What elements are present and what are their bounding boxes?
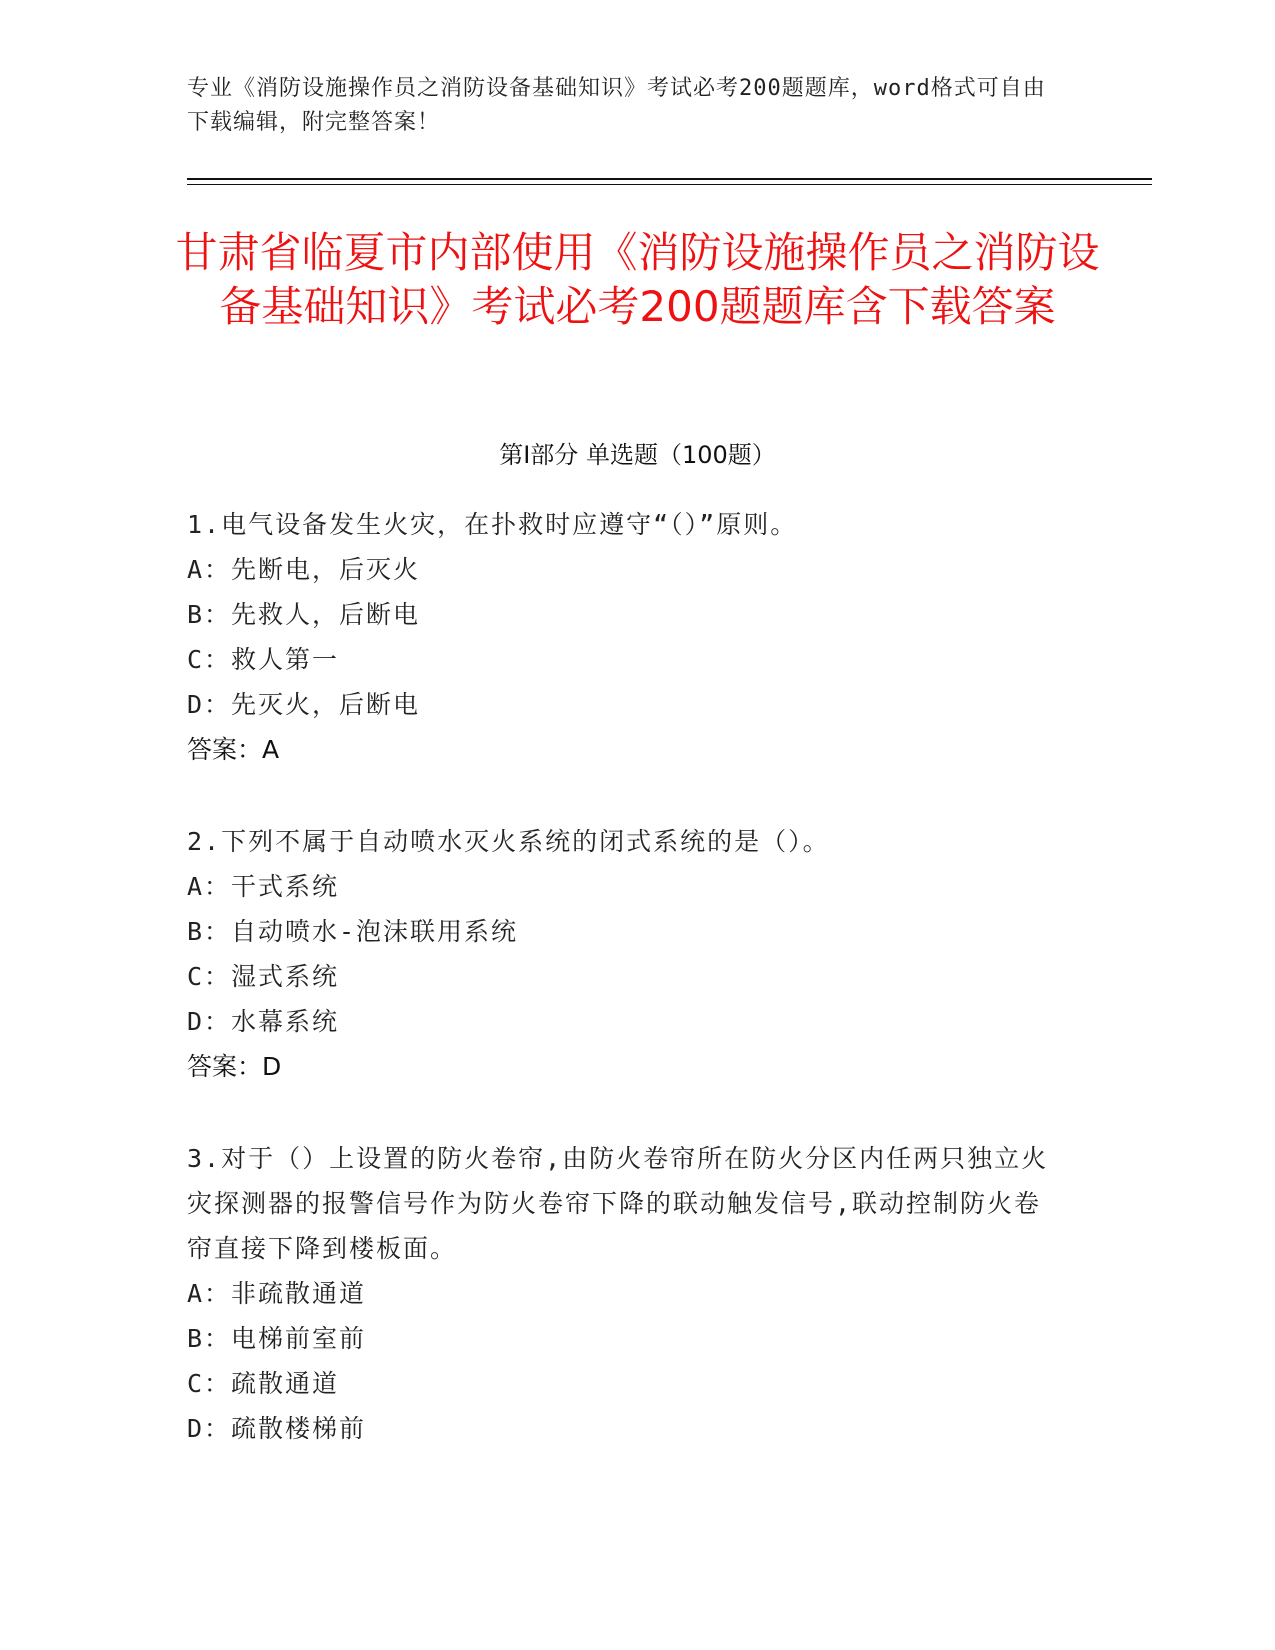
question-option-c [187,637,1067,682]
option-key: A： [187,1279,232,1308]
option-key: C： [187,1369,232,1398]
question-option-c [187,954,1067,999]
question-option-d [187,999,1067,1044]
option-key: A： [187,555,232,584]
question-item [187,819,1067,1089]
option-key: C： [187,645,232,674]
document-title: 甘肃省临夏市内部使用《消防设施操作员之消防设备基础知识》考试必考200题题库含下载答案 [175,228,1100,331]
option-text: 先断电，后灭火 [231,555,421,584]
option-key: D： [187,1414,232,1443]
question-option-a [187,864,1067,909]
option-text: 救人第一 [231,645,340,674]
option-text: 疏散楼梯前 [231,1414,367,1443]
question-answer: 答案：D [187,1052,282,1081]
option-key: B： [187,917,232,946]
question-option-b [187,1316,1067,1361]
header-divider-thin [187,184,1152,185]
option-text: 非疏散通道 [231,1279,367,1308]
question-option-b [187,909,1067,954]
section-title: 第I部分 单选题（100题） [499,441,776,469]
question-item [187,1136,1067,1451]
option-text: 先救人，后断电 [231,600,421,629]
question-option-c [187,1361,1067,1406]
option-text: 自动喷水-泡沫联用系统 [231,917,519,946]
question-option-d [187,1406,1067,1451]
option-text: 电梯前室前 [231,1324,367,1353]
option-key: A： [187,872,232,901]
option-text: 干式系统 [231,872,340,901]
option-text: 水幕系统 [231,1007,340,1036]
option-key: C： [187,962,232,991]
option-key: D： [187,1007,232,1036]
option-text: 先灭火，后断电 [231,690,421,719]
question-stem: 2.下列不属于自动喷水灭火系统的闭式系统的是（）。 [187,827,830,856]
option-key: B： [187,1324,232,1353]
question-stem: 3.对于（）上设置的防火卷帘,由防火卷帘所在防火分区内任两只独立火灾探测器的报警信号作为防火卷帘下降的联动触发信号,联动控制防火卷帘直接下降到楼板面。 [187,1144,1049,1263]
option-text: 疏散通道 [231,1369,340,1398]
question-option-d [187,682,1067,727]
option-key: B： [187,600,232,629]
question-option-a [187,547,1067,592]
header-divider-thick [187,178,1152,180]
question-option-a [187,1271,1067,1316]
option-key: D： [187,690,232,719]
question-answer: 答案：A [187,735,280,764]
option-text: 湿式系统 [231,962,340,991]
question-option-b [187,592,1067,637]
question-item [187,502,1067,772]
header-note: 专业《消防设施操作员之消防设备基础知识》考试必考200题题库，word格式可自由下载编辑，附完整答案！ [187,76,1046,135]
question-stem: 1.电气设备发生火灾，在扑救时应遵守“（）”原则。 [187,510,798,539]
